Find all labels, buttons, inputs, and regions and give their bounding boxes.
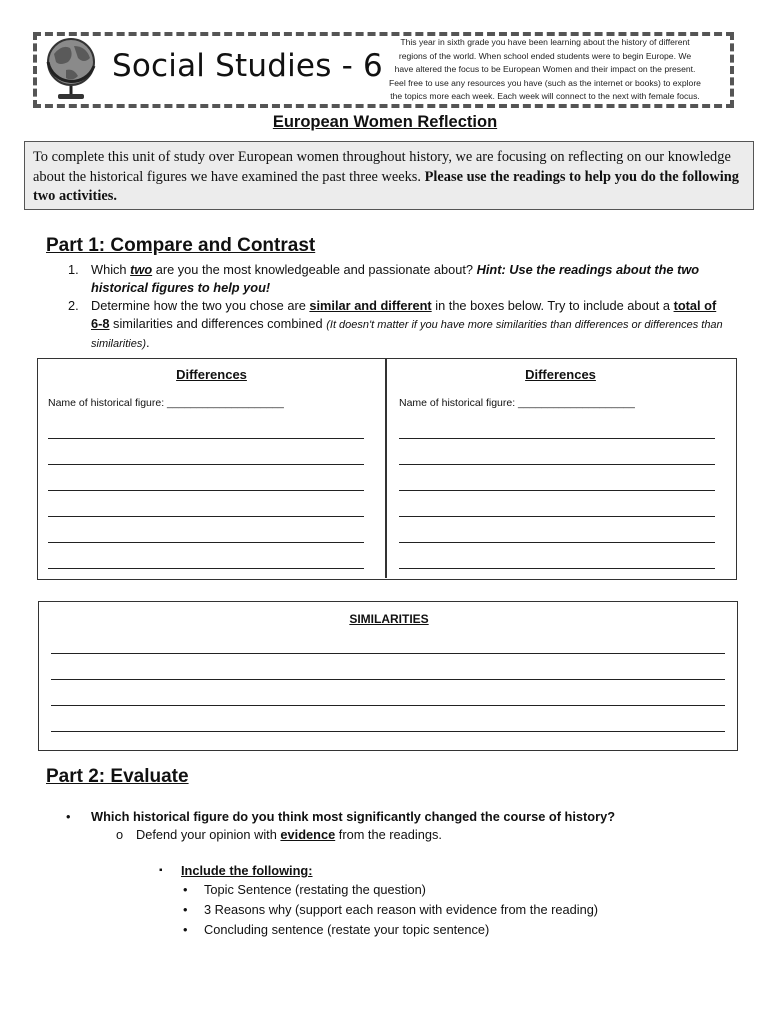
right-answer-line[interactable] [399,490,715,491]
bullet-dot-icon: • [183,882,188,897]
differences-right-heading: Differences [525,367,596,382]
globe-icon [44,36,100,102]
instructions-box: To complete this unit of study over European women throughout history, we are focusing on reflecting on our knowledge about the historical figures we have examined the past three weeks. Please use the readings to help you do the following two activities. [24,141,754,210]
intro-text: This year in sixth grade you have been learning about the history of different regions of the world. When school ended students were to begin Europe. We have altered the focus to be European Women and their impact on the present. Feel free to use any resources you have (such as the internet or books) to explore the topics more each week. Each week will connect to the next with female focus. [389,37,701,102]
left-answer-line[interactable] [48,464,364,465]
subject-title: Social Studies - 6 [112,48,383,84]
right-answer-line[interactable] [399,568,715,569]
document-title: European Women Reflection [272,113,498,131]
differences-left-heading: Differences [176,367,247,382]
left-answer-line[interactable] [48,568,364,569]
bullet-square-icon: ▪ [159,865,163,876]
part2-heading: Part 2: Evaluate [46,766,189,787]
differences-box [37,358,737,580]
include-item: Topic Sentence (restating the question) [204,882,426,897]
right-answer-line[interactable] [399,464,715,465]
similarities-answer-line[interactable] [51,653,725,654]
similarities-answer-line[interactable] [51,705,725,706]
column-divider [385,359,387,578]
right-answer-line[interactable] [399,516,715,517]
similarities-answer-line[interactable] [51,731,725,732]
bullet-dot-icon: • [183,922,188,937]
right-figure-name-field[interactable]: Name of historical figure: ____________________ [399,397,635,409]
include-heading: Include the following: [181,863,313,878]
bullet-dot-icon: • [183,902,188,917]
left-figure-name-field[interactable]: Name of historical figure: ____________________ [48,397,284,409]
bullet-dot-icon: • [66,809,71,824]
right-answer-line[interactable] [399,542,715,543]
left-answer-line[interactable] [48,516,364,517]
similarities-box [38,601,738,751]
evaluate-question: Which historical figure do you think most significantly changed the course of history? [91,809,616,824]
similarities-heading: SIMILARITIES [349,612,429,626]
left-answer-line[interactable] [48,542,364,543]
part1-heading: Part 1: Compare and Contrast [46,235,316,256]
similarities-answer-line[interactable] [51,679,725,680]
right-answer-line[interactable] [399,438,715,439]
left-answer-line[interactable] [48,438,364,439]
include-item: Concluding sentence (restate your topic sentence) [204,922,490,937]
include-item: 3 Reasons why (support each reason with evidence from the reading) [204,902,599,917]
left-answer-line[interactable] [48,490,364,491]
bullet-circle-icon: o [116,827,124,842]
defend-instruction: Defend your opinion with evidence from the readings. [136,827,442,842]
